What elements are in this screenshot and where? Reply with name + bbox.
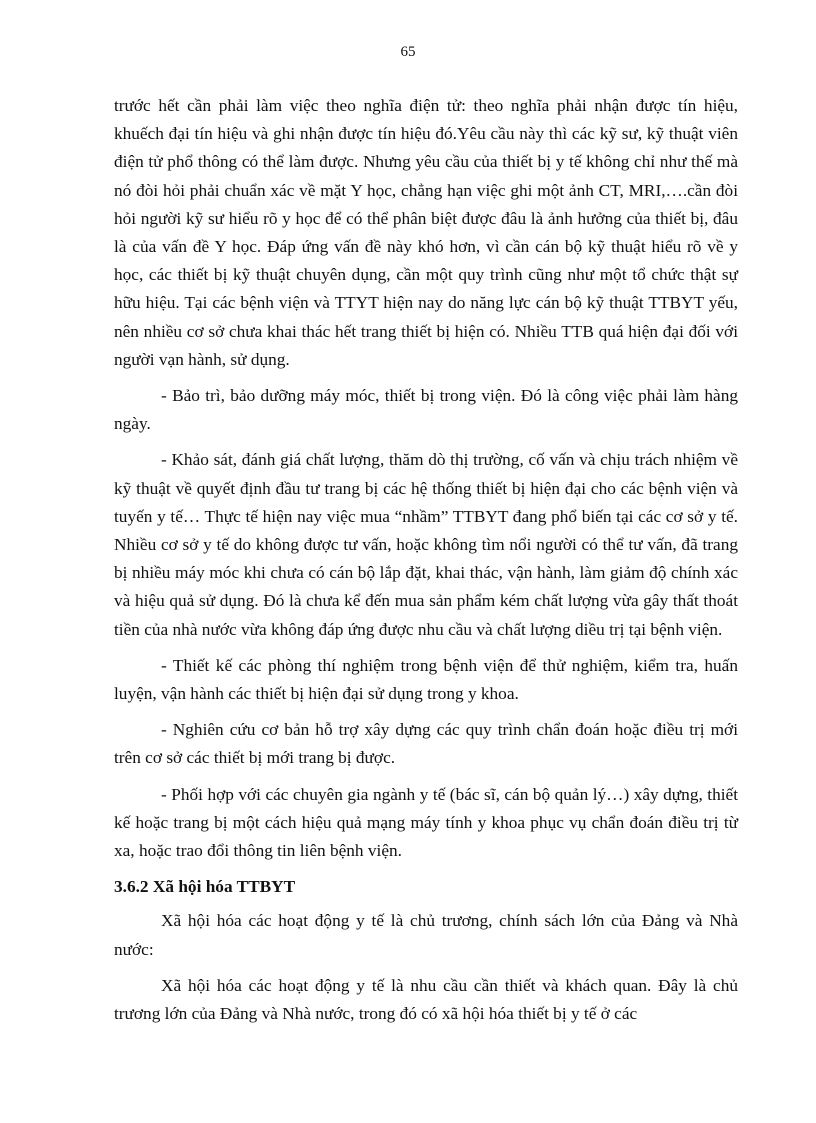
page-number: 65 <box>400 44 416 60</box>
body-paragraph: trước hết cần phải làm việc theo nghĩa điện tử: theo nghĩa phải nhận được tín hiệu, khuếch đại tín hiệu và ghi nhận được tín hiệu đó.Yêu cầu này thì các kỹ sư, kỹ thuật viên điện tử phổ thông có thể làm được. Nhưng yêu cầu của thiết bị y tế không chỉ như thế mà nó đòi hỏi phải chuẩn xác về mặt Y học, chẳng hạn việc ghi một ảnh CT, MRI,….cần đòi hỏi người kỹ sư hiểu rõ y học để có thể phân biệt được đâu là ảnh hưởng của thiết bị, đâu là của vấn đề Y học. Đáp ứng vấn đề này khó hơn, vì cần cán bộ kỹ thuật hiểu rõ về y học, các thiết bị kỹ thuật chuyên dụng, cần một quy trình cũng như một tổ chức thật sự hữu hiệu. Tại các bệnh viện và TTYT hiện nay do năng lực cán bộ kỹ thuật TTBYT yếu, nên nhiều cơ sở chưa khai thác hết trang thiết bị hiện có. Nhiều TTB quá hiện đại đối với người vạn hành, sử dụng. <box>114 96 738 369</box>
page-body <box>114 92 738 1036</box>
bullet-paragraph-maintenance: - Bảo trì, bảo dưỡng máy móc, thiết bị trong viện. Đó là công việc phải làm hàng ngày. <box>114 386 738 434</box>
bullet-paragraph-collaboration: - Phối hợp với các chuyên gia ngành y tế (bác sĩ, cán bộ quản lý…) xây dựng, thiết kế hoặc trang bị một cách hiệu quả mạng máy tính y khoa phục vụ chẩn đoán điều trị từ xa, hoặc trao đổi thông tin liên bệnh viện. <box>114 784 738 861</box>
section-paragraph: Xã hội hóa các hoạt động y tế là chủ trương, chính sách lớn của Đảng và Nhà nước: <box>114 911 738 959</box>
section-paragraph: Xã hội hóa các hoạt động y tế là nhu cầu cần thiết và khách quan. Đây là chủ trương lớn của Đảng và Nhà nước, trong đó có xã hội hóa thiết bị y tế ở các <box>114 975 738 1024</box>
bullet-paragraph-lab-design: - Thiết kế các phòng thí nghiệm trong bệnh viện để thử nghiệm, kiểm tra, huấn luyện, vận hành các thiết bị hiện đại sử dụng trong y khoa. <box>114 655 738 704</box>
bullet-paragraph-research: - Nghiên cứu cơ bản hỗ trợ xây dựng các quy trình chẩn đoán hoặc điều trị mới trên cơ sở các thiết bị mới trang bị được. <box>114 720 738 768</box>
bullet-paragraph-survey: - Khảo sát, đánh giá chất lượng, thăm dò thị trường, cố vấn và chịu trách nhiệm về kỹ thuật về quyết định đầu tư trang bị các hệ thống thiết bị hiện đại cho các bệnh viện và tuyến y tế… Thực tế hiện nay việc mua “nhầm” TTBYT đang phổ biến tại các cơ sở y tế. Nhiều cơ sở y tế do không được tư vấn, hoặc không tìm nổi người có thể tư vấn, đã trang bị nhiều máy móc khi chưa có cán bộ lắp đặt, khai thác, vận hành, làm giảm độ chính xác và hiệu quả sử dụng. Đó là chưa kể đến mua sản phẩm kém chất lượng vừa gây thất thoát tiền của nhà nước vừa không đáp ứng được nhu cầu và chất lượng diều trị tại bệnh viện. <box>114 450 738 639</box>
section-heading: 3.6.2 Xã hội hóa TTBYT <box>114 877 296 897</box>
